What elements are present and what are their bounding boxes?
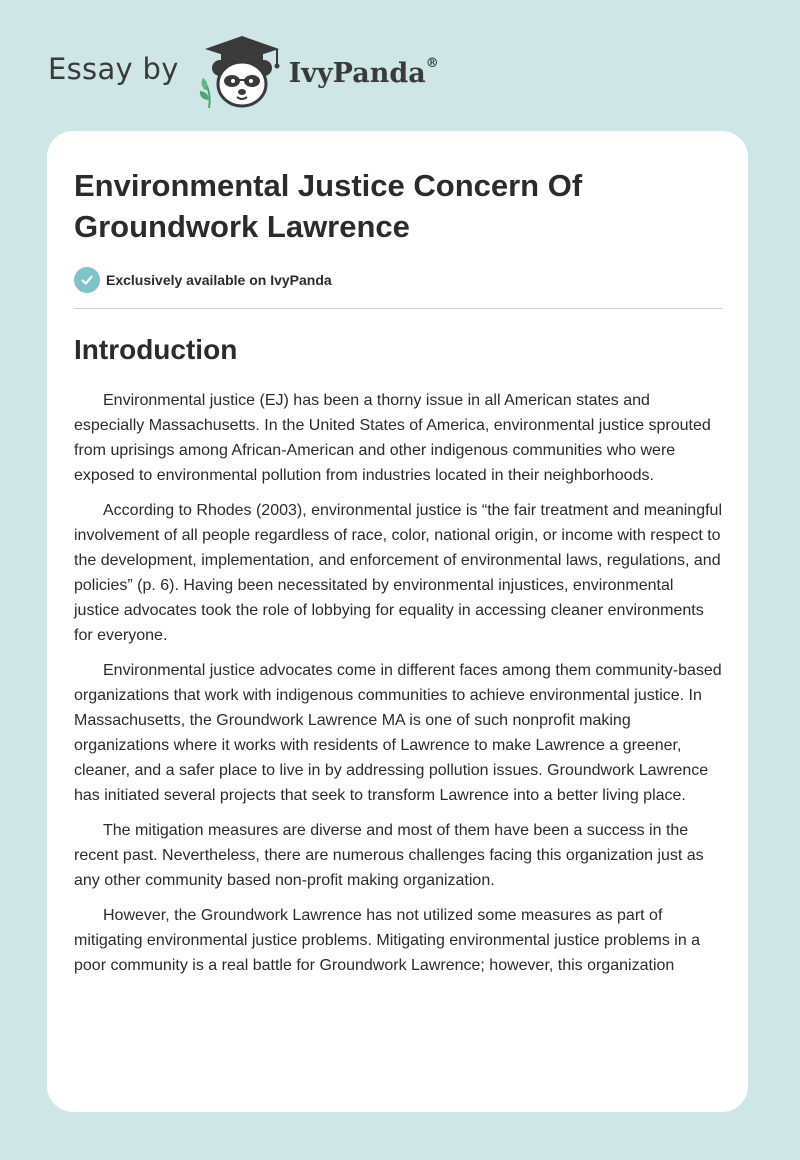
exclusive-badge: [74, 267, 722, 293]
page-title: Environmental Justice Concern Of Groundwork Lawrence: [74, 168, 583, 244]
brand-name[interactable]: IvyPanda®: [288, 55, 439, 89]
site-header: [48, 34, 439, 110]
paragraph: The mitigation measures are diverse and most of them have been a success in the recent past. Nevertheless, there are numerous challenges facing this organization just as any other community based non-profit making organization.: [74, 822, 704, 889]
paragraph: However, the Groundwork Lawrence has not utilized some measures as part of mitigating environmental justice problems. Mitigating environmental justice problems in a poor community is a real battle for Groundwork Lawrence; however, this organization: [74, 907, 701, 974]
panda-logo-icon[interactable]: [197, 34, 287, 110]
section-heading: Introduction: [74, 334, 238, 365]
exclusive-label: Exclusively available on IvyPanda: [106, 272, 332, 288]
divider: [74, 308, 722, 309]
essay-by-label: Essay by: [48, 52, 179, 86]
check-icon: [74, 267, 100, 293]
paragraph: According to Rhodes (2003), environmental justice is “the fair treatment and meaningful involvement of all people regardless of race, color, national origin, or income with respect to the development, implementation, and enforcement of environmental laws, regulations, and policies” (p. 6). Having been necessitated by environmental injustices, environmental justice advocates took the role of lobbying for equality in accessing cleaner environments for everyone.: [74, 502, 722, 644]
paragraph: Environmental justice advocates come in different faces among them community-based organizations that work with indigenous communities to achieve environmental justice. In Massachusetts, the Groundwork Lawrence MA is one of such nonprofit making organizations where it works with residents of Lawrence to make Lawrence a greener, cleaner, and a safer place to live in by addressing pollution issues. Groundwork Lawrence has initiated several projects that seek to transform Lawrence into a better living place.: [74, 662, 722, 804]
essay-card: [47, 131, 748, 1112]
paragraph: Environmental justice (EJ) has been a thorny issue in all American states and especially Massachusetts. In the United States of America, environmental justice sprouted from uprisings among African-American and other indigenous communities who were exposed to environmental pollution from industries located in their neighborhoods.: [74, 392, 711, 484]
registered-mark: ®: [425, 55, 439, 71]
